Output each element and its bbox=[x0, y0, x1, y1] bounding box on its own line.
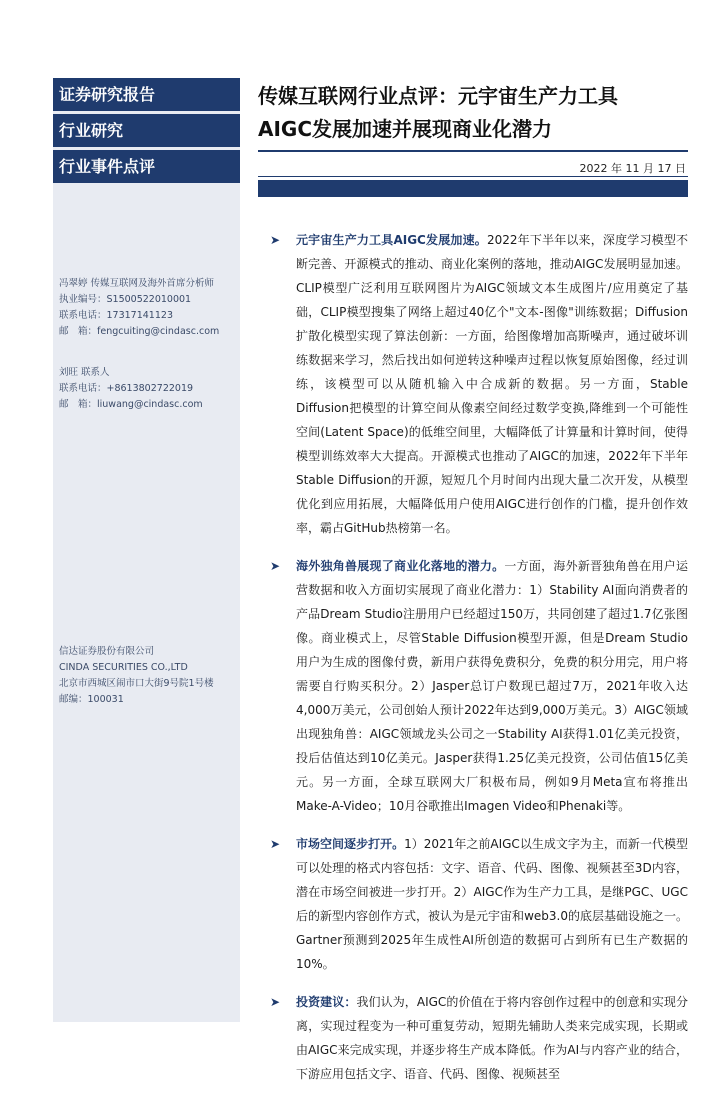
arrow-bullet-icon: ➤ bbox=[270, 995, 281, 1009]
bullet-lead: 市场空间逐步打开。 bbox=[296, 837, 405, 851]
bullet-text: 1）2021年之前AIGC以生成文字为主，而新一代模型可以处理的格式内容包括：文字、语音、代码、图像、视频甚至3D内容，潜在市场空间被进一步打开。2）AIGC作为生产力工具，是继PGC、UGC后的新型内容创作方式，被认为是元宇宙和web3.0的底层基础设施之一。Gartner预测到2025年生成性AI所创造的数据可占到所有已生产数据的10%。 bbox=[296, 837, 688, 971]
bullet-text: 一方面，海外新晋独角兽在用户运营数据和收入方面切实展现了商业化潜力：1）Stability AI面向消费者的产品Dream Studio注册用户已经超过150万，共同创建了超过1.7亿张图像。商业模式上，尽管Stable Diffusion模型开源，但是Dream Studio用户为生成的图像付费，新用户获得免费积分，免费的积分用完，用户将需要自行购买积分。2）Jasper总订户数现已超过7万，2021年收入达4,000万美元，公司创始人预计2022年达到9,000万美元。3）AIGC领域出现独角兽：AIGC领域龙头公司之一Stability AI获得1.01亿美元投资，投后估值达到10亿美元。Jasper获得1.25亿美元投资，公司估值15亿美元。另一方面，全球互联网大厂积极布局，例如9月Meta宣布将推出Make-A-Video；10月谷歌推出Imagen Video和Phenaki等。 bbox=[296, 559, 688, 813]
date-divider bbox=[258, 176, 688, 177]
bullet-investment-advice bbox=[270, 990, 688, 1086]
bullet-paragraph bbox=[296, 228, 688, 540]
sidebar bbox=[53, 78, 240, 1022]
analyst-1-name: 冯翠婷 传媒互联网及海外首席分析师 bbox=[59, 278, 215, 289]
report-body bbox=[270, 228, 688, 1100]
bullet-text: 我们认为，AIGC的价值在于将内容创作过程中的创意和实现分离，实现过程变为一种可重复劳动，短期先辅助人类来完成实现，长期或由AIGC来完成实现，并逐步将生产成本降低。作为AI与内容产业的结合，下游应用包括文字、语音、代码、图像、视频甚至 bbox=[296, 995, 688, 1081]
report-date: 2022 年 11 月 17 日 bbox=[579, 162, 686, 175]
bullet-paragraph bbox=[296, 832, 688, 976]
bullet-lead: 元宇宙生产力工具AIGC发展加速。 bbox=[296, 233, 487, 247]
sidebar-heading-industry-research: 行业研究 bbox=[53, 114, 240, 147]
company-address: 北京市西城区闹市口大街9号院1号楼 bbox=[59, 678, 214, 689]
arrow-bullet-icon: ➤ bbox=[270, 559, 281, 573]
bullet-market-space bbox=[270, 832, 688, 976]
report-title-line-1: 传媒互联网行业点评：元宇宙生产力工具 bbox=[258, 84, 618, 108]
analyst-2-phone: 联系电话：+8613802722019 bbox=[59, 383, 194, 394]
company-info bbox=[59, 644, 214, 708]
bullet-paragraph bbox=[296, 990, 688, 1086]
analyst-1-email: 邮 箱：fengcuiting@cindasc.com bbox=[59, 326, 220, 337]
sidebar-heading-event-review: 行业事件点评 bbox=[53, 150, 240, 183]
bullet-lead: 投资建议： bbox=[296, 995, 357, 1009]
analyst-1-phone: 联系电话：17317141123 bbox=[59, 310, 173, 321]
company-postcode: 邮编：100031 bbox=[59, 694, 124, 705]
arrow-bullet-icon: ➤ bbox=[270, 837, 281, 851]
sidebar-heading-report-type: 证券研究报告 bbox=[53, 78, 240, 111]
company-name-cn: 信达证券股份有限公司 bbox=[59, 646, 155, 657]
arrow-bullet-icon: ➤ bbox=[270, 233, 281, 247]
company-name-en: CINDA SECURITIES CO.,LTD bbox=[59, 662, 188, 673]
bullet-paragraph bbox=[296, 554, 688, 818]
bullet-text: 2022年下半年以来，深度学习模型不断完善、开源模式的推动、商业化案例的落地，推动AIGC发展明显加速。CLIP模型广泛利用互联网图片为AIGC领域文本生成图片/应用奠定了基础，CLIP模型搜集了网络上超过40亿个"文本-图像"训练数据；Diffusion扩散化模型实现了算法创新：一方面，给图像增加高斯噪声，通过破坏训练数据来学习，然后找出如何逆转这种噪声过程以恢复原始图像，经过训练，该模型可以从随机输入中合成新的数据。另一方面，Stable Diffusion把模型的计算空间从像素空间经过数学变换,降维到一个可能性空间(Latent Space)的低维空间里，大幅降低了计算量和计算时间，使得模型训练效率大大提高。开源模式也推动了AIGC的加速，2022年下半年Stable Diffusion的开源，短短几个月时间内出现大量二次开发，从模型优化到应用拓展，大幅降低用户使用AIGC进行创作的门槛，提升创作效率，霸占GitHub热榜第一名。 bbox=[296, 233, 688, 535]
header-band bbox=[258, 180, 688, 197]
analyst-1-license: 执业编号：S1500522010001 bbox=[59, 294, 192, 305]
bullet-lead: 海外独角兽展现了商业化落地的潜力。 bbox=[296, 559, 505, 573]
analyst-2-info bbox=[59, 365, 203, 413]
analyst-1-info bbox=[59, 276, 219, 340]
bullet-unicorn-commercialization bbox=[270, 554, 688, 818]
report-title bbox=[258, 80, 698, 146]
analyst-2-name: 刘旺 联系人 bbox=[59, 367, 110, 378]
report-title-line-2: AIGC发展加速并展现商业化潜力 bbox=[258, 117, 553, 141]
analyst-2-email: 邮 箱：liuwang@cindasc.com bbox=[59, 399, 203, 410]
title-divider bbox=[258, 150, 688, 152]
bullet-aigc-acceleration bbox=[270, 228, 688, 540]
